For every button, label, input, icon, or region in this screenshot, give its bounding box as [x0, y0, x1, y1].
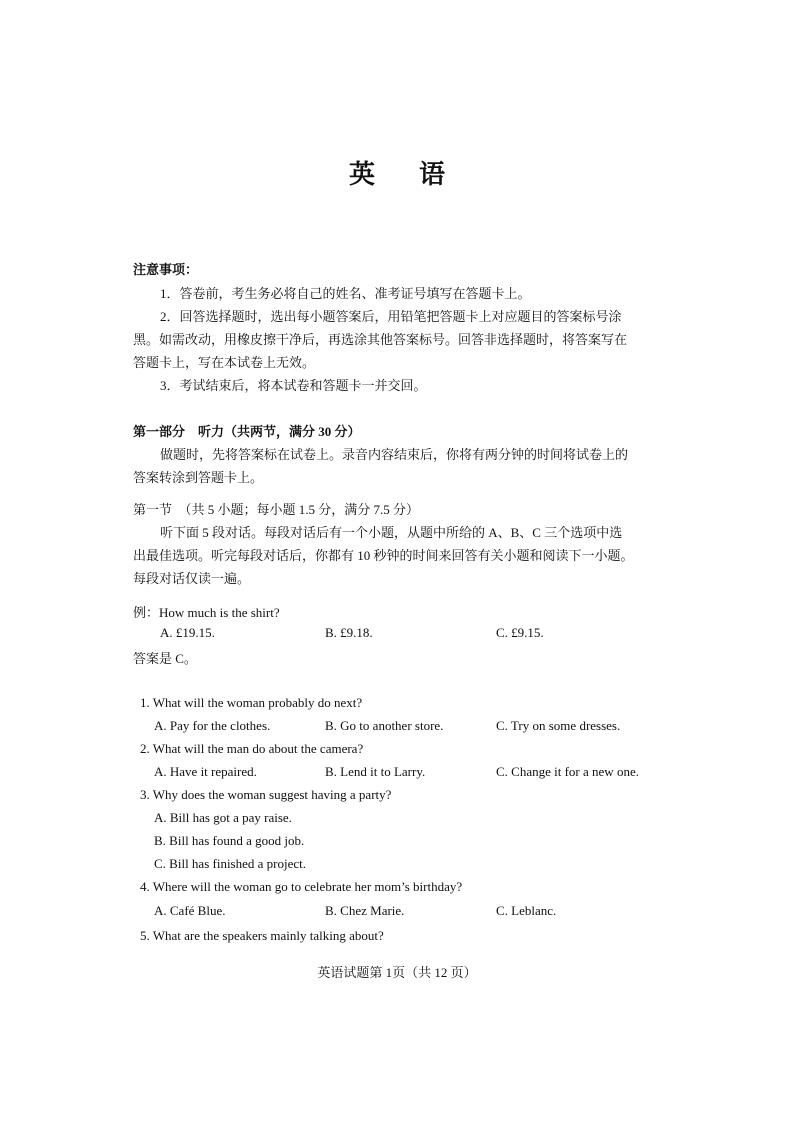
- question-4-option-a: A. Café Blue.: [154, 903, 226, 918]
- question-4-stem: 4. Where will the woman go to celebrate her mom’s birthday?: [140, 879, 463, 894]
- part1-heading: 第一部分 听力（共两节，满分 30 分）: [133, 424, 361, 439]
- section1-heading: 第一节 （共 5 小题；每小题 1.5 分，满分 7.5 分）: [133, 502, 420, 517]
- notice-item-1: 1．答卷前，考生务必将自己的姓名、准考证号填写在答题卡上。: [160, 286, 531, 301]
- question-1-stem: 1. What will the woman probably do next?: [140, 695, 363, 710]
- example-question: 例：How much is the shirt?: [133, 605, 280, 620]
- section1-intro-line-3: 每段对话仅读一遍。: [133, 571, 251, 586]
- question-2-option-b: B. Lend it to Larry.: [325, 764, 426, 779]
- question-2-option-c: C. Change it for a new one.: [496, 764, 639, 779]
- question-1-option-b: B. Go to another store.: [325, 718, 444, 733]
- section1-intro-line-1: 听下面 5 段对话。每段对话后有一个小题，从题中所给的 A、B、C 三个选项中选: [160, 525, 623, 540]
- example-option-a: A. £19.15.: [160, 625, 215, 640]
- part1-intro-line-1: 做题时，先将答案标在试卷上。录音内容结束后，你将有两分钟的时间将试卷上的: [160, 447, 629, 462]
- example-answer: 答案是 C。: [133, 651, 197, 666]
- notice-item-3: 3．考试结束后，将本试卷和答题卡一并交回。: [160, 378, 427, 393]
- part1-intro-line-2: 答案转涂到答题卡上。: [133, 470, 264, 485]
- example-option-b: B. £9.18.: [325, 625, 373, 640]
- question-3-stem: 3. Why does the woman suggest having a party?: [140, 787, 392, 802]
- question-5-stem: 5. What are the speakers mainly talking about?: [140, 928, 384, 943]
- notice-item-2-line-2: 黑。如需改动，用橡皮擦干净后，再选涂其他答案标号。回答非选择题时，将答案写在: [133, 332, 628, 347]
- notice-heading: 注意事项：: [133, 262, 199, 277]
- page-footer: 英语试题第 1页（共 12 页）: [317, 965, 477, 980]
- question-1-option-a: A. Pay for the clothes.: [154, 718, 271, 733]
- section1-intro-line-2: 出最佳选项。听完每段对话后，你都有 10 秒钟的时间来回答有关小题和阅读下一小题。: [133, 548, 634, 563]
- question-4-option-c: C. Leblanc.: [496, 903, 557, 918]
- question-3-option-a: A. Bill has got a pay raise.: [154, 810, 292, 825]
- question-2-option-a: A. Have it repaired.: [154, 764, 257, 779]
- title-char-1: 英: [348, 160, 375, 189]
- question-2-stem: 2. What will the man do about the camera?: [140, 741, 364, 756]
- notice-item-2-line-1: 2．回答选择题时，选出每小题答案后，用铅笔把答题卡上对应题目的答案标号涂: [160, 309, 622, 324]
- question-1-option-c: C. Try on some dresses.: [496, 718, 621, 733]
- notice-item-2-line-3: 答题卡上，写在本试卷上无效。: [133, 355, 316, 370]
- question-3-option-c: C. Bill has finished a project.: [154, 856, 307, 871]
- example-option-c: C. £9.15.: [496, 625, 544, 640]
- title-char-2: 语: [419, 160, 446, 189]
- question-3-option-b: B. Bill has found a good job.: [154, 833, 305, 848]
- page-title: [0, 154, 794, 191]
- question-4-option-b: B. Chez Marie.: [325, 903, 405, 918]
